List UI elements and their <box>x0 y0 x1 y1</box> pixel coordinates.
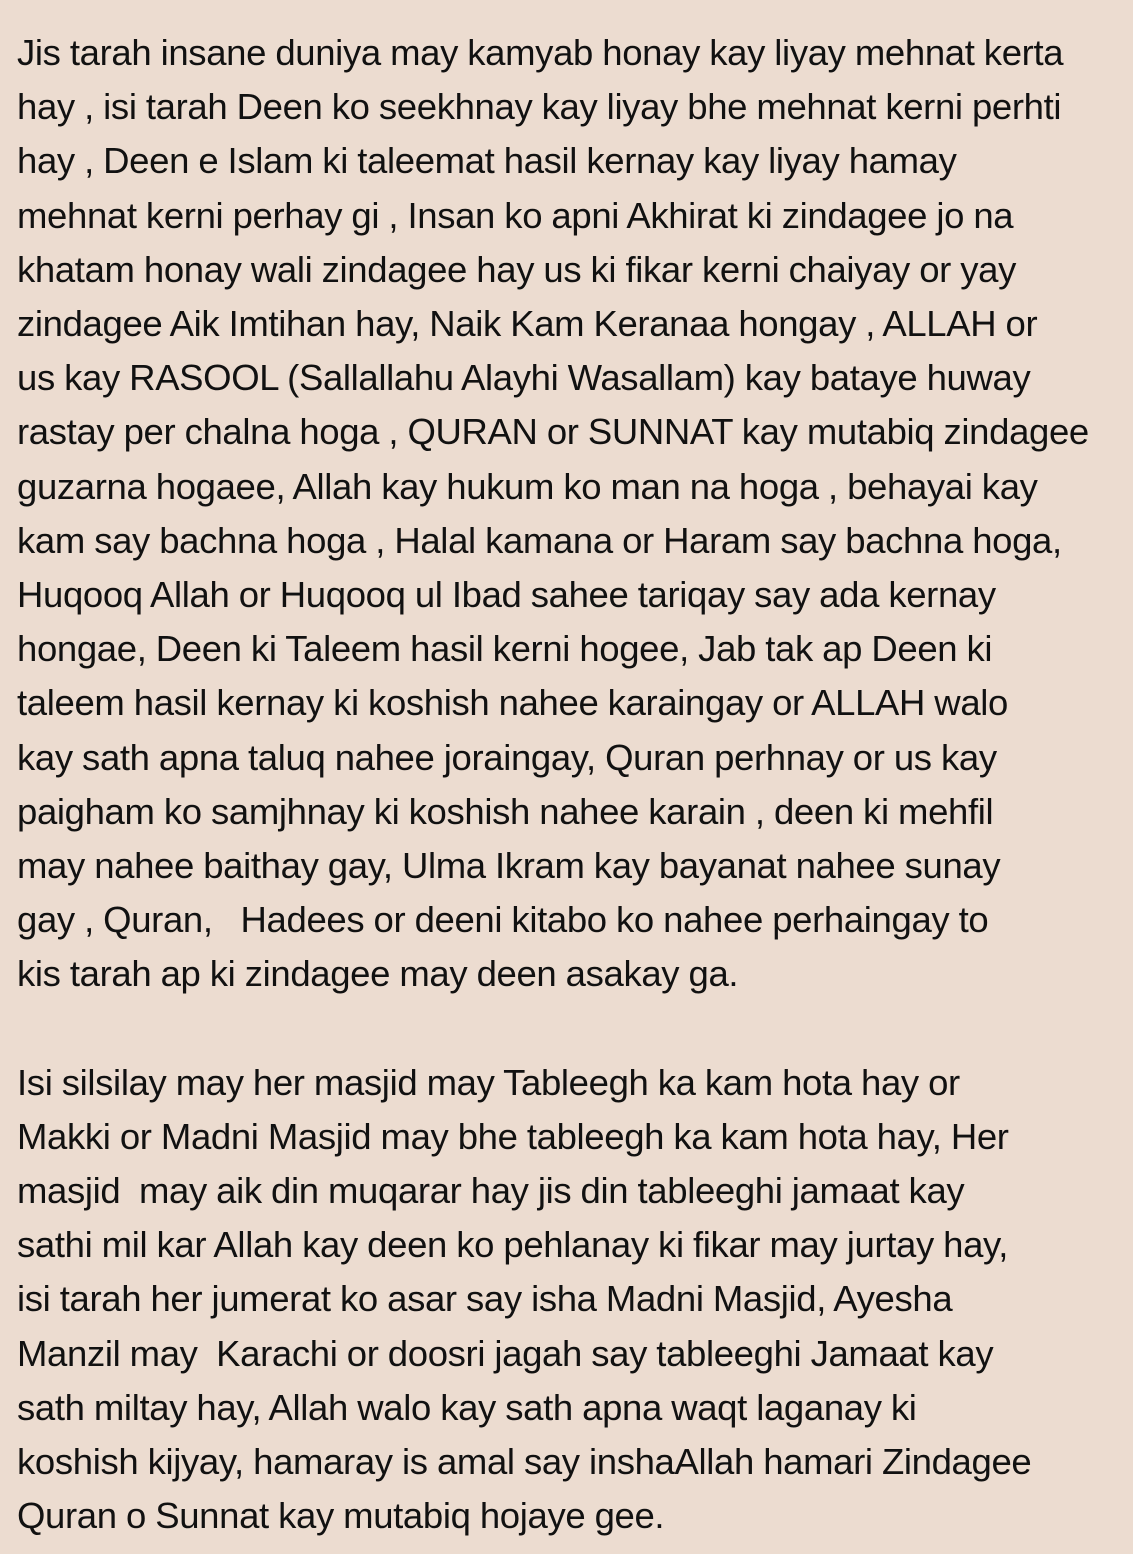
text-line: us kay RASOOL (Sallallahu Alayhi Wasallam) kay bataye huway <box>17 357 1031 399</box>
text-line: kay sath apna taluq nahee joraingay, Quran perhnay or us kay <box>17 736 997 778</box>
text-line: hay , Deen e Islam ki taleemat hasil kernay kay liyay hamay <box>17 140 957 182</box>
text-line: Makki or Madni Masjid may bhe tableegh ka kam hota hay, Her <box>17 1115 1009 1157</box>
text-line: mehnat kerni perhay gi , Insan ko apni Akhirat ki zindagee jo na <box>17 194 1014 236</box>
text-line: koshish kijyay, hamaray is amal say inshaAllah hamari Zindagee <box>17 1441 1032 1483</box>
text-line: may nahee baithay gay, Ulma Ikram kay bayanat nahee sunay <box>17 845 1001 887</box>
text-line: Manzil may Karachi or doosri jagah say tableeghi Jamaat kay <box>17 1332 994 1374</box>
text-line: gay , Quran, Hadees or deeni kitabo ko nahee perhaingay to <box>17 899 989 941</box>
text-line: zindagee Aik Imtihan hay, Naik Kam Keranaa hongay , ALLAH or <box>17 303 1038 345</box>
text-line: hay , isi tarah Deen ko seekhnay kay liyay bhe mehnat kerni perhti <box>17 86 1062 128</box>
text-line: Quran o Sunnat kay mutabiq hojaye gee. <box>17 1495 665 1537</box>
paragraph-1 <box>17 26 1133 1002</box>
text-line: sath miltay hay, Allah walo kay sath apna waqt laganay ki <box>17 1386 917 1428</box>
text-line: masjid may aik din muqarar hay jis din tableeghi jamaat kay <box>17 1170 965 1212</box>
text-line: guzarna hogaee, Allah kay hukum ko man na hoga , behayai kay <box>17 465 1038 507</box>
text-line: kam say bachna hoga , Halal kamana or Haram say bachna hoga, <box>17 519 1062 561</box>
text-line: Isi silsilay may her masjid may Tableegh ka kam hota hay or <box>17 1061 960 1103</box>
text-line: isi tarah her jumerat ko asar say isha Madni Masjid, Ayesha <box>17 1278 953 1320</box>
text-line: sathi mil kar Allah kay deen ko pehlanay ki fikar may jurtay hay, <box>17 1224 1009 1266</box>
text-line: paigham ko samjhnay ki koshish nahee karain , deen ki mehfil <box>17 790 994 832</box>
text-line: hongae, Deen ki Taleem hasil kerni hogee, Jab tak ap Deen ki <box>17 628 993 670</box>
paragraph-gap <box>17 1002 1133 1056</box>
text-line: Jis tarah insane duniya may kamyab honay kay liyay mehnat kerta <box>17 32 1064 73</box>
text-line: khatam honay wali zindagee hay us ki fikar kerni chaiyay or yay <box>17 248 1017 290</box>
text-line: rastay per chalna hoga , QURAN or SUNNAT kay mutabiq zindagee <box>17 411 1089 453</box>
text-line: Huqooq Allah or Huqooq ul Ibad sahee tariqay say ada kernay <box>17 574 996 616</box>
paragraph-2 <box>17 1056 1133 1544</box>
text-line: kis tarah ap ki zindagee may deen asakay ga. <box>17 953 739 995</box>
text-line: taleem hasil kernay ki koshish nahee karaingay or ALLAH walo <box>17 682 1008 724</box>
